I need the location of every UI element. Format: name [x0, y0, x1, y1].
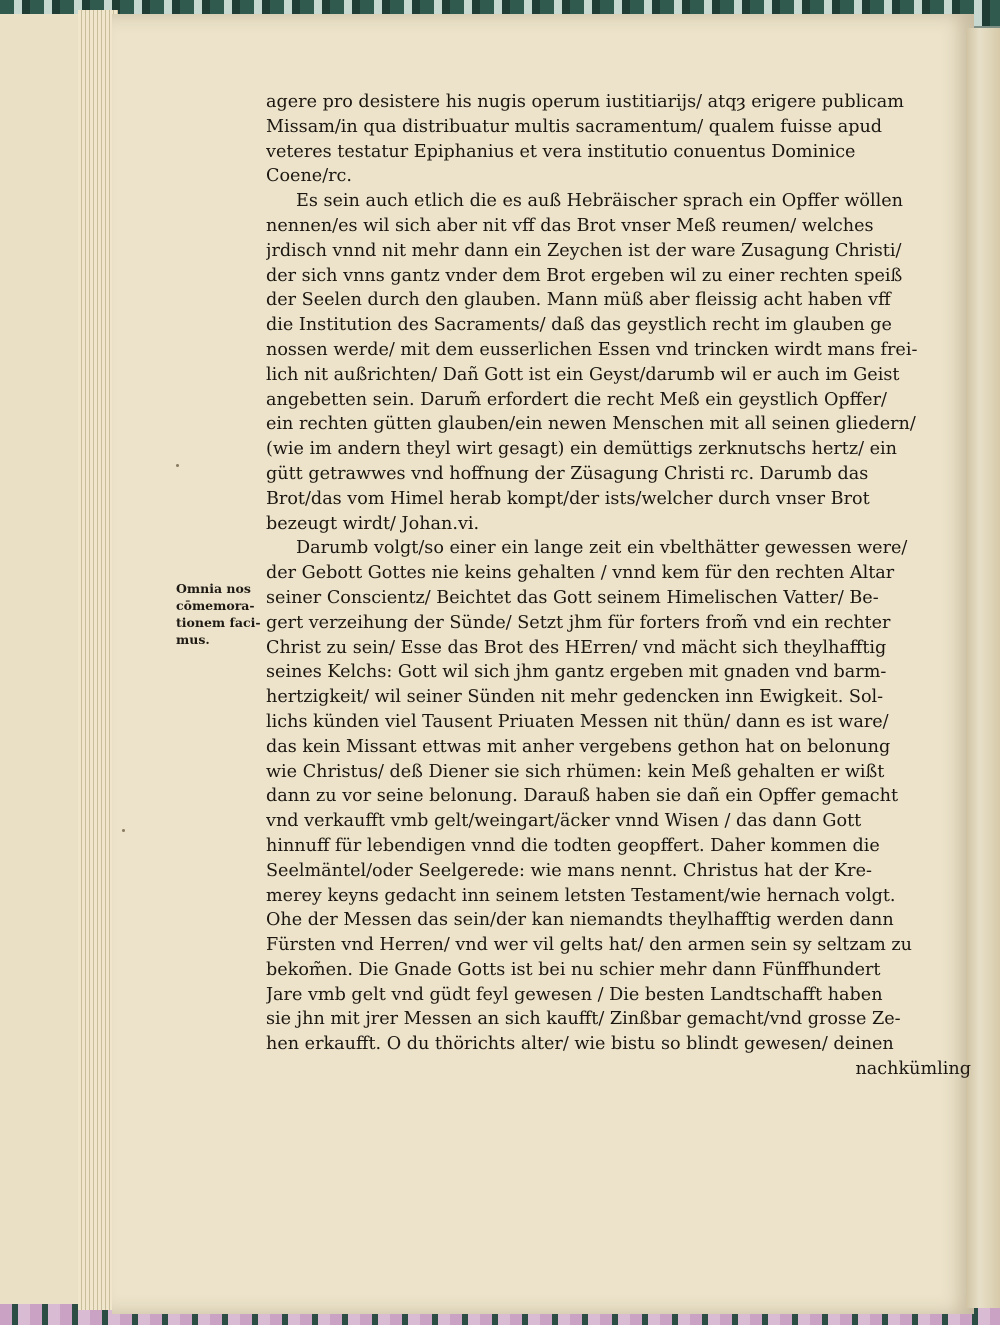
text-line: Brot/das vom Himel herab kompt/der ists/welcher durch vnser Brot [266, 488, 870, 509]
text-line: Fürsten vnd Herren/ vnd wer vil gelts hat/ den armen sein sy seltzam zu [266, 935, 912, 956]
text-line: Es sein auch etlich die es auß Hebräischer sprach ein Opffer wöllen [296, 191, 904, 212]
text-line: seines Kelchs: Gott wil sich jhm gantz ergeben mit gnaden vnd barm- [266, 662, 887, 683]
text-line: agere pro desistere his nugis operum iustitiarijs/ atqȝ erigere publicam [266, 92, 904, 112]
marginal-note-line: mus. [176, 632, 210, 647]
text-line: lichs künden viel Tausent Priuaten Messen nit thün/ dann es ist ware/ [266, 711, 889, 732]
catchword: nachkümling [855, 1059, 971, 1080]
text-line: bezeugt wirdt/ Johan.vi. [266, 513, 480, 534]
text-line: der sich vnns gantz vnder dem Brot ergeben wil zu einer rechten speiß [266, 265, 903, 286]
text-line: jrdisch vnnd nit mehr dann ein Zeychen ist der ware Zusagung Christi/ [266, 240, 902, 261]
text-line: nossen werde/ mit dem eusserlichen Essen vnd trincken wirdt mans frei- [266, 339, 918, 360]
text-line: Coene/rc. [266, 166, 352, 187]
text-line: nennen/es wil sich aber nit vff das Brot vnser Meß reumen/ welches [266, 215, 874, 236]
text-line: Ohe der Messen das sein/der kan niemandts theylhafftig werden dann [266, 910, 894, 931]
marginal-note-line: cōmemora- [176, 598, 255, 613]
text-line: lich nit außrichten/ Dañ Gott ist ein Geyst/darumb wil er auch im Geist [266, 364, 900, 385]
text-line: hen erkaufft. O du thörichts alter/ wie bistu so blindt gewesen/ deinen [266, 1034, 894, 1055]
text-line: veteres testatur Epiphanius et vera institutio conuentus Dominice [266, 141, 856, 162]
marginal-note-line: Omnia nos [176, 581, 251, 596]
text-line: vnd verkaufft vmb gelt/weingart/äcker vnnd Wisen / das dann Gott [266, 811, 862, 832]
text-line: der Seelen durch den glauben. Mann müß aber fleissig acht haben vff [266, 290, 891, 311]
text-line: dann zu vor seine belonung. Darauß haben sie dañ ein Opffer gemacht [266, 786, 899, 807]
text-line: der Gebott Gottes nie keins gehalten / vnnd kem für den rechten Altar [266, 563, 895, 584]
text-line: wie Christus/ deß Diener sie sich rhümen: kein Meß gehalten er wißt [266, 761, 885, 782]
text-line: gert verzeihung der Sünde/ Setzt jhm für forters from̃ vnd ein rechter [266, 612, 891, 633]
main-text-block [266, 90, 971, 1082]
text-line: Darumb volgt/so einer ein lange zeit ein vbelthätter gewessen were/ [296, 538, 908, 559]
text-line: das kein Missant ettwas mit anher vergebens gethon hat on belonung [266, 736, 891, 757]
text-line: hinnuff für lebendigen vnnd die todten geopffert. Daher kommen die [266, 835, 880, 856]
marginal-note [176, 580, 268, 648]
text-line: Jare vmb gelt vnd güdt feyl gewesen / Die besten Landtschafft haben [266, 984, 883, 1005]
text-line: Missam/in qua distribuatur multis sacramentum/ qualem fuisse apud [266, 116, 883, 137]
text-line: die Institution des Sacraments/ daß das geystlich recht im glauben ge [266, 315, 892, 336]
text-line: bekom̃en. Die Gnade Gotts ist bei nu schier mehr dann Fünffhundert [266, 959, 881, 980]
text-line: angebetten sein. Darum̃ erfordert die recht Meß ein geystlich Opffer/ [266, 389, 887, 410]
marginal-note-line: tionem faci- [176, 615, 261, 630]
text-line: Seelmäntel/oder Seelgerede: wie mans nennt. Christus hat der Kre- [266, 860, 872, 881]
text-line: seiner Conscientz/ Beichtet das Gott seinem Himelischen Vatter/ Be- [266, 587, 879, 608]
text-line: hertzigkeit/ wil seiner Sünden nit mehr gedencken inn Ewigkeit. Sol- [266, 687, 884, 708]
text-line: ein rechten gütten glauben/ein newen Menschen mit all seinen gliedern/ [266, 414, 916, 435]
right-page-curl [966, 28, 1000, 1308]
text-line: (wie im andern theyl wirt gesagt) ein demüttigs zerknutschs hertz/ ein [266, 439, 898, 460]
text-line: sie jhn mit jrer Messen an sich kaufft/ Zinßbar gemacht/vnd grosse Ze- [266, 1009, 901, 1030]
text-line: Christ zu sein/ Esse das Brot des HErren/ vnd mächt sich theylhafftig [266, 637, 887, 658]
text-line: gütt getrawwes vnd hoffnung der Züsagung Christi rc. Darumb das [266, 463, 869, 484]
text-line: merey keyns gedacht inn seinem letsten Testament/wie hernach volgt. [266, 885, 896, 906]
